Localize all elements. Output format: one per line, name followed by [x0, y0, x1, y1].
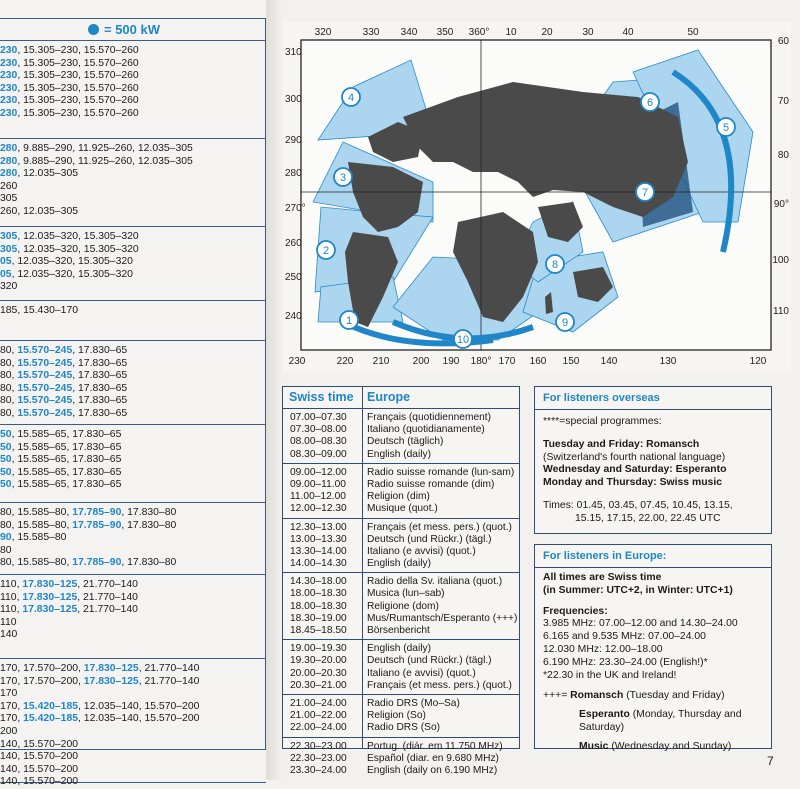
- zone-number: 3: [339, 172, 347, 184]
- frequency-line: 230, 15.305–230, 15.570–260: [0, 82, 139, 94]
- frequency-line: 170, 17.570–200, 17.830–125, 21.770–140: [0, 675, 200, 687]
- frequency-line: 50, 15.585–65, 17.830–65: [0, 479, 122, 491]
- page-number: 7: [767, 754, 774, 768]
- schedule-row: [283, 655, 519, 667]
- frequency-line: 05, 12.035–320, 15.305–320: [0, 256, 133, 268]
- map-label: 200: [412, 356, 430, 367]
- schedule-time: 12.30–13.00: [290, 521, 347, 533]
- left-page: [0, 0, 272, 788]
- overseas-times-1: Times: 01.45, 03.45, 07.45, 10.45, 13.15,: [543, 499, 733, 511]
- frequency-line: 170, 15.420–185, 12.035–140, 15.570–200: [0, 713, 200, 725]
- schedule-row: [283, 534, 519, 546]
- overseas-line-2: (Switzerland's fourth national language): [543, 451, 726, 463]
- schedule-programme: Börsenbericht: [367, 625, 430, 636]
- schedule-programme: Italiano (e avvisi) (quot.): [367, 545, 476, 557]
- schedule-time: 07.30–08.00: [290, 424, 347, 436]
- zone-number: 1: [345, 315, 353, 327]
- map-label: 190: [442, 356, 460, 367]
- frequency-line: 80, 15.585–80, 17.785–90, 17.830–80: [0, 519, 177, 531]
- overseas-times-2: 15.15, 17.15, 22.00, 22.45 UTC: [575, 512, 721, 524]
- frequency-group: [0, 425, 266, 503]
- frequency-line: 305, 12.035–320, 15.305–320: [0, 243, 139, 255]
- freq-5: *22.30 in the UK and Ireland!: [543, 669, 677, 681]
- frequency-group: [0, 341, 266, 425]
- map-label: 290: [285, 135, 302, 146]
- schedule-programme: Religion (dim): [367, 491, 430, 503]
- schedule-row: [283, 613, 519, 625]
- map-label: 80: [777, 150, 789, 161]
- frequency-line: 80, 15.570–245, 17.830–65: [0, 395, 128, 407]
- schedule-programme: English (daily): [367, 558, 431, 570]
- frequency-line: 170, 17.570–200, 17.830–125, 21.770–140: [0, 663, 200, 674]
- map-label: 70: [777, 96, 789, 107]
- freq-4: 6.190 MHz: 23.30–24.00 (English!)*: [543, 656, 708, 668]
- schedule-programme: Portug. (diár. em 11.750 MHz): [367, 740, 503, 752]
- page-gutter: [266, 0, 282, 780]
- schedule-time: 21.00–22.00: [290, 710, 347, 722]
- frequency-line: 200: [0, 725, 18, 737]
- schedule-row: [283, 588, 519, 600]
- map-label: 220: [336, 356, 354, 367]
- schedule-row: [283, 436, 519, 448]
- map-label: 120: [749, 356, 767, 367]
- frequency-line: 110, 17.830–125, 21.770–140: [0, 579, 138, 590]
- schedule-time: 23.30–24.00: [290, 764, 347, 776]
- schedule-row: [283, 424, 519, 436]
- frequency-line: 140: [0, 629, 18, 641]
- map-label: 350: [436, 27, 454, 38]
- map-label: 210: [372, 356, 390, 367]
- frequency-line: 80, 15.570–245, 17.830–65: [0, 370, 128, 382]
- map-label: 300: [285, 94, 302, 105]
- schedule-time: 20.00–20.30: [290, 667, 347, 679]
- frequency-line: 260, 12.035–305: [0, 205, 79, 217]
- map-label: 330: [362, 27, 380, 38]
- schedule-programme: English (daily): [367, 448, 431, 460]
- map-label: 170: [498, 356, 516, 367]
- zone-number: 7: [641, 187, 649, 199]
- europe-heading: For listeners in Europe:: [535, 545, 771, 568]
- schedule-row: [283, 522, 519, 534]
- schedule-programme: Radio suisse romande (lun-sam): [367, 466, 515, 478]
- frequency-line: 230, 15.305–230, 15.570–260: [0, 70, 139, 82]
- prog-romansch-name: Romansch: [570, 690, 624, 702]
- schedule-row: [283, 558, 519, 570]
- schedule-groups: [283, 409, 519, 779]
- frequency-line: 80, 15.570–245, 17.830–65: [0, 407, 128, 419]
- map-label: 360°: [468, 27, 490, 38]
- schedule-programme: Français (et mess. pers.) (quot.): [367, 679, 512, 691]
- zone-number: 10: [456, 334, 470, 346]
- map-label: 270°: [285, 203, 306, 214]
- schedule-programme: Deutsch (und Rückr.) (tägl.): [367, 655, 492, 667]
- map-label: 320: [314, 27, 332, 38]
- schedule-time: 22.30–23.00: [290, 752, 347, 764]
- prog-music-days: (Wednesday and Sunday): [611, 740, 732, 752]
- frequency-line: 05, 12.035–320, 15.305–320: [0, 268, 133, 280]
- frequency-line: 140, 15.570–200: [0, 738, 79, 750]
- zone-number: 2: [322, 245, 330, 257]
- frequency-line: 320: [0, 281, 18, 293]
- schedule-programme: Français (quotidiennement): [367, 412, 492, 423]
- schedule-programme: Religione (dom): [367, 600, 439, 612]
- frequency-line: 170: [0, 688, 18, 700]
- map-label: 280: [285, 168, 302, 179]
- schedule-row: [283, 576, 519, 588]
- azimuthal-map-svg: [283, 22, 791, 372]
- schedule-row: [283, 546, 519, 558]
- schedule-row: [283, 680, 519, 692]
- schedule-group: [283, 640, 519, 695]
- overseas-box: [534, 386, 772, 534]
- map-label: 100: [772, 255, 789, 266]
- frequency-line: 50, 15.585–65, 17.830–65: [0, 441, 122, 453]
- zone-number: 5: [722, 122, 730, 134]
- schedule-row: [283, 741, 519, 753]
- plus-mark: +++=: [543, 690, 568, 702]
- header-europe: Europe: [367, 390, 411, 404]
- prog-music: [535, 741, 771, 754]
- freq-3: 12.030 MHz: 12.00–18.00: [543, 643, 663, 655]
- schedule-programme: Deutsch (und Rückr.) (tägl.): [367, 533, 492, 545]
- schedule-time: 19.30–20.00: [290, 655, 347, 667]
- schedule-group: [283, 573, 519, 640]
- schedule-row: [283, 491, 519, 503]
- frequency-line: 230, 15.305–230, 15.570–260: [0, 107, 139, 119]
- schedule-programme: Radio DRS (So): [367, 722, 441, 734]
- frequency-line: 185, 15.430–170: [0, 305, 79, 316]
- schedule-programme: Deutsch (täglich): [367, 436, 444, 448]
- prog-esperanto-name: Esperanto: [579, 709, 630, 721]
- header-swiss-time: Swiss time: [289, 390, 354, 404]
- map-label: 30: [582, 27, 594, 38]
- schedule-programme: Mus/Rumantsch/Esperanto (+++): [367, 612, 518, 624]
- zone-number: 9: [561, 317, 569, 329]
- map-label: 260: [285, 238, 302, 249]
- map-label: 40: [622, 27, 634, 38]
- map-label: 110: [773, 306, 789, 317]
- schedule-programme: English (daily on 6.190 MHz): [367, 764, 498, 776]
- frequency-line: 80, 15.585–80, 17.785–90, 17.830–80: [0, 507, 177, 518]
- schedule-header: [283, 387, 519, 409]
- schedule-time: 20.30–21.00: [290, 679, 347, 691]
- schedule-row: [283, 753, 519, 765]
- frequency-line: 50, 15.585–65, 17.830–65: [0, 466, 122, 478]
- overseas-line-4: Monday and Thursday: Swiss music: [543, 477, 722, 489]
- frequency-line: 80, 15.570–245, 17.830–65: [0, 357, 128, 369]
- prog-romansch: [535, 690, 771, 703]
- frequency-line: 230, 15.305–230, 15.570–260: [0, 45, 139, 56]
- schedule-time: 08.00–08.30: [290, 436, 347, 448]
- map-label: 130: [659, 356, 677, 367]
- frequency-line: 305, 12.035–320, 15.305–320: [0, 231, 139, 242]
- map-label: 240: [285, 311, 302, 322]
- zone-number: 4: [347, 92, 355, 104]
- schedule-time: 12.00–12.30: [290, 503, 347, 515]
- zone-number: 6: [646, 97, 654, 109]
- frequency-group: [0, 575, 266, 659]
- schedule-row: [283, 668, 519, 680]
- frequency-group: [0, 227, 266, 301]
- prog-esperanto-days: (Monday, Thursday and: [632, 709, 742, 721]
- frequency-line: 280, 9.885–290, 11.925–260, 12.035–305: [0, 143, 193, 154]
- schedule-time: 09.00–12.00: [290, 466, 347, 478]
- map-label: 10: [505, 27, 517, 38]
- schedule-row: [283, 479, 519, 491]
- schedule-time: 13.00–13.30: [290, 533, 347, 545]
- frequency-line: 110: [0, 616, 17, 628]
- legend-text: = 500 kW: [104, 22, 161, 37]
- schedule-time: 11.00–12.00: [290, 491, 346, 503]
- frequency-line: 140, 15.570–200: [0, 751, 79, 763]
- frequency-table: [0, 18, 266, 788]
- europe-line-1: All times are Swiss time: [543, 572, 662, 583]
- schedule-time: 19.00–19.30: [290, 643, 347, 655]
- schedule-programme: Musique (quot.): [367, 503, 438, 515]
- map-label: 160: [529, 356, 547, 367]
- schedule-programme: Musica (lun–sab): [367, 588, 445, 600]
- prog-romansch-days: (Tuesday and Friday): [626, 690, 725, 702]
- schedule-row: [283, 503, 519, 515]
- schedule-row: [283, 449, 519, 461]
- schedule-time: 09.00–11.00: [290, 478, 346, 490]
- schedule-group: [283, 464, 519, 519]
- frequency-group: [0, 301, 266, 341]
- map-label: 50: [687, 27, 699, 38]
- map-label: 90°: [773, 199, 789, 210]
- frequency-line: 80, 15.585–80, 17.785–90, 17.830–80: [0, 557, 177, 569]
- schedule-time: 13.30–14.00: [290, 545, 347, 557]
- special-note: ****=special programmes:: [543, 416, 662, 427]
- frequency-line: 260: [0, 180, 18, 192]
- schedule-time: 18.45–18.50: [290, 625, 347, 636]
- overseas-heading: For listeners overseas: [535, 387, 771, 410]
- schedule-programme: Radio DRS (Mo–Sa): [367, 697, 460, 709]
- frequency-line: 90, 15.585–80: [0, 532, 67, 544]
- europe-line-2: (in Summer: UTC+2, in Winter: UTC+1): [543, 584, 733, 596]
- schedule-programme: Italiano (quotidianamente): [367, 424, 485, 436]
- frequency-group: [0, 659, 266, 788]
- schedule-row: [283, 722, 519, 734]
- frequency-group: [0, 503, 266, 575]
- schedule-programme: Italiano (e avvisi) (quot.): [367, 667, 476, 679]
- prog-esperanto-days-2: Saturday): [579, 721, 625, 733]
- transmitter-dot-icon: [88, 24, 99, 35]
- schedule-row: [283, 625, 519, 637]
- power-legend: [0, 19, 266, 41]
- frequency-line: 230, 15.305–230, 15.570–260: [0, 57, 139, 69]
- world-map: [283, 22, 791, 372]
- frequency-line: 110, 17.830–125, 21.770–140: [0, 604, 138, 616]
- map-label: 250: [285, 272, 302, 283]
- map-label: 180°: [470, 356, 492, 367]
- europe-box: [534, 544, 772, 752]
- freq-title: Frequencies:: [543, 605, 608, 617]
- frequency-line: 50, 15.585–65, 17.830–65: [0, 429, 122, 440]
- schedule-time: 18.00–18.30: [290, 600, 347, 612]
- frequency-line: 170, 15.420–185, 12.035–140, 15.570–200: [0, 700, 200, 712]
- frequency-line: 110, 17.830–125, 21.770–140: [0, 591, 138, 603]
- europe-schedule-table: [282, 386, 520, 776]
- schedule-time: 21.00–24.00: [290, 697, 347, 709]
- schedule-group: [283, 409, 519, 464]
- zone-number: 8: [551, 259, 559, 271]
- overseas-line-1: Tuesday and Friday: Romansch: [543, 438, 700, 450]
- frequency-line: 280, 9.885–290, 11.925–260, 12.035–305: [0, 155, 193, 167]
- overseas-line-3: Wednesday and Saturday: Esperanto: [543, 464, 727, 476]
- schedule-programme: Français (et mess. pers.) (quot.): [367, 521, 512, 533]
- frequency-line: 140, 15.570–200: [0, 776, 79, 788]
- frequency-line: 80: [0, 544, 12, 556]
- schedule-time: 18.30–19.00: [290, 612, 347, 624]
- schedule-time: 18.00–18.30: [290, 588, 347, 600]
- schedule-time: 14.00–14.30: [290, 558, 347, 570]
- schedule-row: [283, 601, 519, 613]
- schedule-group: [283, 738, 519, 780]
- prog-esperanto: [535, 709, 771, 735]
- schedule-time: 08.30–09.00: [290, 448, 347, 460]
- schedule-row: [283, 765, 519, 777]
- map-label: 310: [285, 47, 302, 58]
- frequency-line: 80, 15.570–245, 17.830–65: [0, 345, 128, 356]
- schedule-row: [283, 467, 519, 479]
- schedule-programme: Religion (So): [367, 710, 426, 722]
- schedule-row: [283, 698, 519, 710]
- frequency-line: 80, 15.570–245, 17.830–65: [0, 382, 128, 394]
- map-label: 60: [777, 36, 789, 47]
- frequency-group: [0, 139, 266, 227]
- map-label: 230: [288, 356, 306, 367]
- schedule-group: [283, 519, 519, 574]
- frequency-line: 50, 15.585–65, 17.830–65: [0, 454, 122, 466]
- map-label: 20: [541, 27, 553, 38]
- frequency-group: [0, 41, 266, 139]
- frequency-line: 140, 15.570–200: [0, 763, 79, 775]
- schedule-programme: Radio suisse romande (dim): [367, 478, 495, 490]
- map-label: 140: [600, 356, 618, 367]
- frequency-line: 305: [0, 193, 18, 205]
- frequency-line: 230, 15.305–230, 15.570–260: [0, 95, 139, 107]
- schedule-programme: English (daily): [367, 643, 431, 655]
- schedule-row: [283, 412, 519, 424]
- schedule-time: 14.30–18.00: [290, 576, 347, 588]
- schedule-row: [283, 643, 519, 655]
- prog-music-name: Music: [579, 740, 609, 752]
- schedule-programme: Español (diar. en 9.680 MHz): [367, 752, 499, 764]
- map-label: 340: [400, 27, 418, 38]
- schedule-programme: Radio della Sv. italiana (quot.): [367, 576, 503, 588]
- schedule-time: 22.30–23.00: [290, 740, 347, 752]
- freq-2: 6.165 and 9.535 MHz: 07.00–24.00: [543, 631, 706, 643]
- schedule-row: [283, 710, 519, 722]
- frequency-line: 280, 12.035–305: [0, 168, 79, 180]
- schedule-group: [283, 695, 519, 738]
- schedule-time: 07.00–07.30: [290, 412, 347, 423]
- schedule-time: 22.00–24.00: [290, 722, 347, 734]
- map-label: 150: [562, 356, 580, 367]
- freq-1: 3.985 MHz: 07.00–12.00 and 14.30–24.00: [543, 618, 738, 630]
